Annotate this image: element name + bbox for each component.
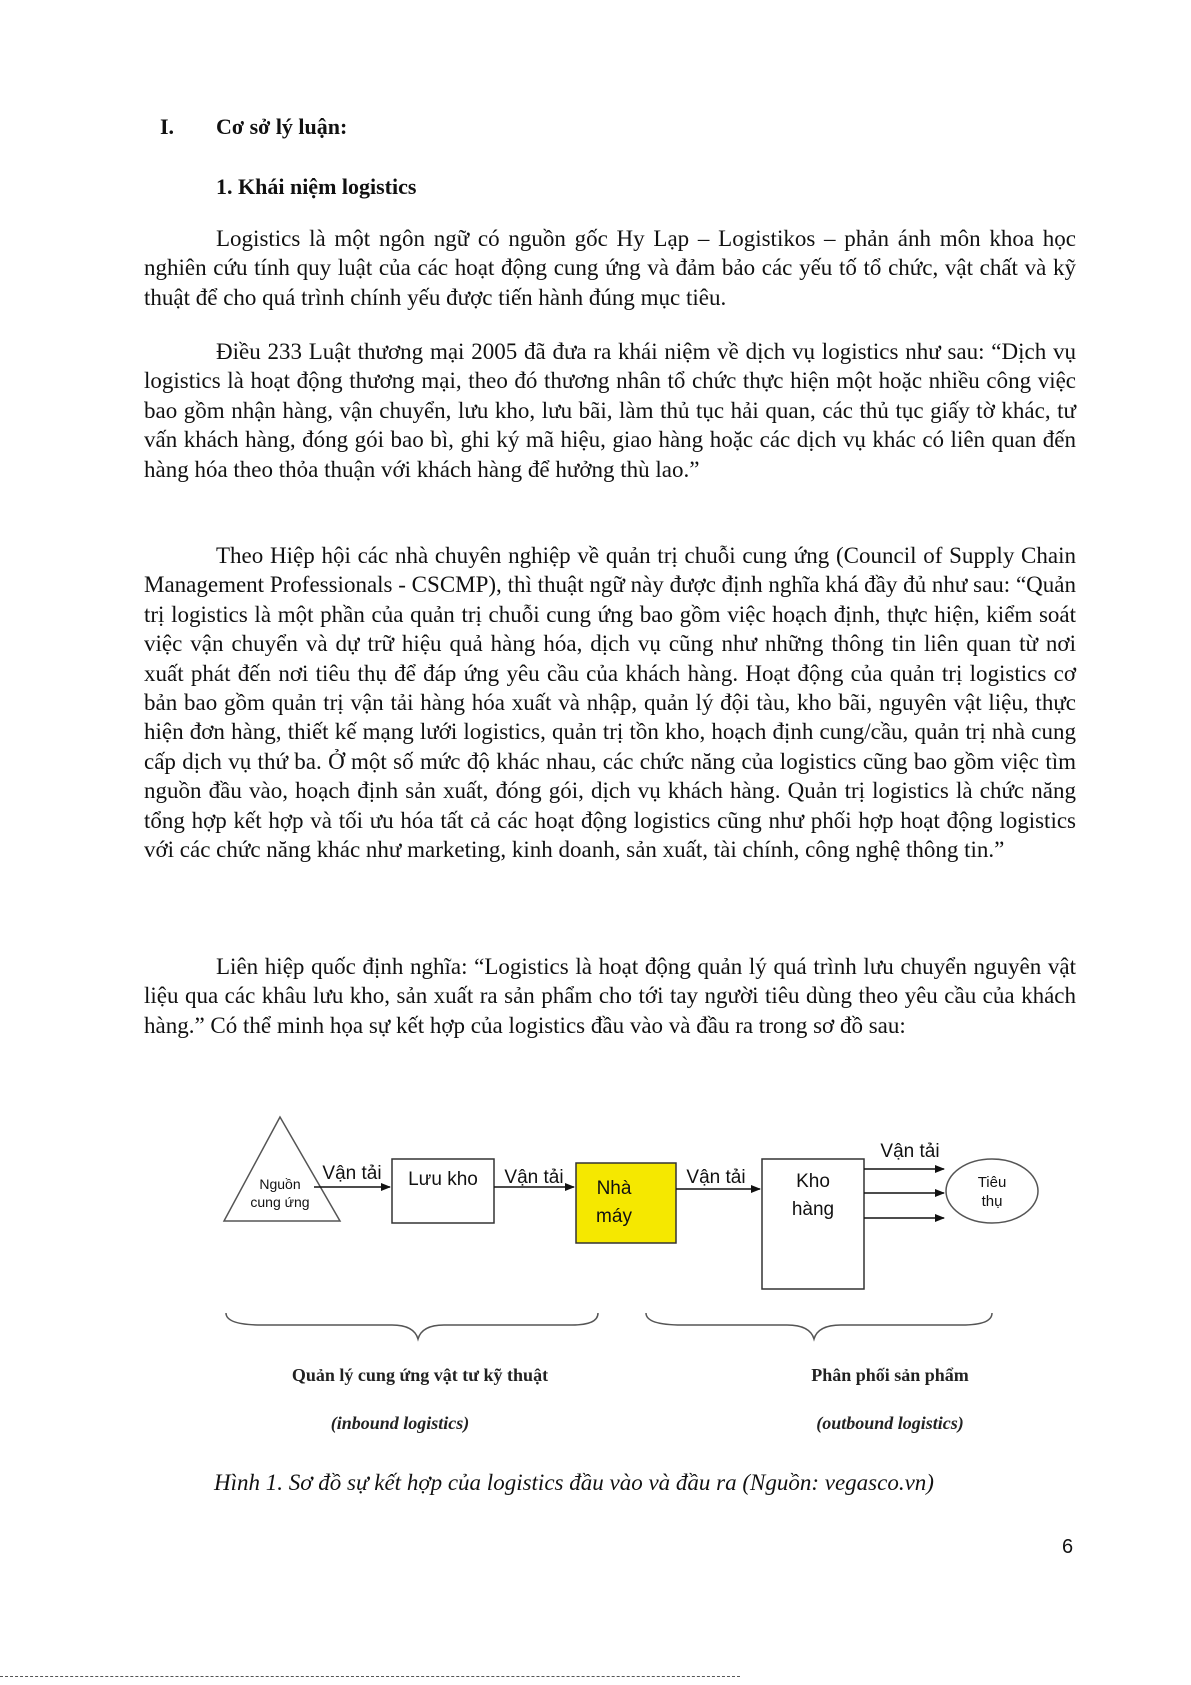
- paragraph-definition-origin: Logistics là một ngôn ngữ có nguồn gốc Hy Lạp – Logistikos – phản ánh môn khoa học nghiên cứu tính quy luật của các hoạt động cung ứng và đảm bảo các yếu tố tổ chức, vật chất và kỹ thuật để cho quá trình chính yếu được tiến hành đúng mục tiêu.: [144, 226, 1076, 310]
- logistics-diagram: [222, 1103, 1122, 1443]
- section-number: I.: [160, 114, 175, 139]
- subsection-heading: 1. Khái niệm logistics: [216, 174, 417, 199]
- outbound-title: Phân phối sản phẩm: [811, 1365, 969, 1385]
- transport-label-3: Vận tải: [686, 1167, 746, 1188]
- consumer-ellipse: [946, 1159, 1038, 1223]
- storage-label: Lưu kho: [408, 1169, 478, 1190]
- footer-divider: [0, 1676, 740, 1677]
- paragraph-commercial-law: Điều 233 Luật thương mại 2005 đã đưa ra khái niệm về dịch vụ logistics như sau: “Dịch vụ logistics là hoạt động thương mại, theo đó thương nhân tổ chức thực hiện một hoặc nhiều công việc bao gồm nhận hàng, vận chuyển, lưu kho, lưu bãi, làm thủ tục hải quan, các thủ tục giấy tờ khác, tư vấn khách hàng, đóng gói bao bì, ghi ký mã hiệu, giao hàng hoặc các dịch vụ khác có liên quan đến hàng hóa theo thỏa thuận với khách hàng để hưởng thù lao.”: [144, 339, 1076, 482]
- inbound-brace: [226, 1313, 598, 1339]
- transport-label-4: Vận tải: [880, 1141, 940, 1162]
- diagram-canvas: [222, 1103, 1122, 1443]
- source-label-line2: cung ứng: [250, 1194, 310, 1210]
- page-number: 6: [1062, 1536, 1074, 1558]
- consumer-label-line2: thụ: [981, 1193, 1003, 1210]
- section-title: Cơ sở lý luận:: [216, 114, 348, 139]
- consumer-label-line1: Tiêu: [977, 1174, 1007, 1191]
- warehouse-label-line2: hàng: [791, 1199, 835, 1220]
- source-label-line1: Nguồn: [259, 1176, 301, 1192]
- transport-label-2: Vận tải: [504, 1167, 564, 1188]
- paragraph-united-nations: Liên hiệp quốc định nghĩa: “Logistics là hoạt động quản lý quá trình lưu chuyển nguyên vật liệu qua các khâu lưu kho, sản xuất ra sản phẩm cho tới tay người tiêu dùng theo yêu cầu của khách hàng.” Có thể minh họa sự kết hợp của logistics đầu vào và đầu ra trong sơ đồ sau:: [144, 954, 1076, 1038]
- factory-label-line1: Nhà: [596, 1178, 632, 1199]
- inbound-subtitle: (inbound logistics): [330, 1413, 470, 1433]
- outbound-subtitle: (outbound logistics): [816, 1413, 964, 1433]
- outbound-brace: [646, 1313, 992, 1339]
- section-heading: [160, 112, 347, 142]
- inbound-title: Quản lý cung ứng vật tư kỹ thuật: [291, 1365, 549, 1385]
- warehouse-label-line1: Kho: [796, 1171, 830, 1192]
- factory-box: [576, 1163, 676, 1243]
- factory-label-line2: máy: [596, 1206, 632, 1227]
- transport-label-1: Vận tải: [322, 1163, 382, 1184]
- figure-caption: Hình 1. Sơ đồ sự kết hợp của logistics đầu vào và đầu ra (Nguồn: vegasco.vn): [214, 1470, 934, 1495]
- paragraph-cscmp: Theo Hiệp hội các nhà chuyên nghiệp về quản trị chuỗi cung ứng (Council of Supply Chain Management Professionals - CSCMP), thì thuật ngữ này được định nghĩa khá đầy đủ như sau: “Quản trị logistics là một phần của quản trị chuỗi cung ứng bao gồm việc hoạch định, thực hiện, kiểm soát việc vận chuyển và dự trữ hiệu quả hàng hóa, dịch vụ cũng như những thông tin liên quan từ nơi xuất phát đến nơi tiêu thụ để đáp ứng yêu cầu của khách hàng. Hoạt động của quản trị logistics cơ bản bao gồm quản trị vận tải hàng hóa xuất và nhập, quản lý đội tàu, kho bãi, nguyên vật liệu, thực hiện đơn hàng, thiết kế mạng lưới logistics, quản trị tồn kho, hoạch định cung/cầu, quản trị nhà cung cấp dịch vụ thứ ba. Ở một số mức độ khác nhau, các chức năng của logistics cũng bao gồm việc tìm nguồn đầu vào, hoạch định sản xuất, đóng gói, dịch vụ khách hàng. Quản trị logistics là chức năng tổng hợp kết hợp và tối ưu hóa tất cả các hoạt động logistics cũng như phối hợp hoạt động logistics với các chức năng khác như marketing, kinh doanh, sản xuất, tài chính, công nghệ thông tin.”: [144, 543, 1076, 863]
